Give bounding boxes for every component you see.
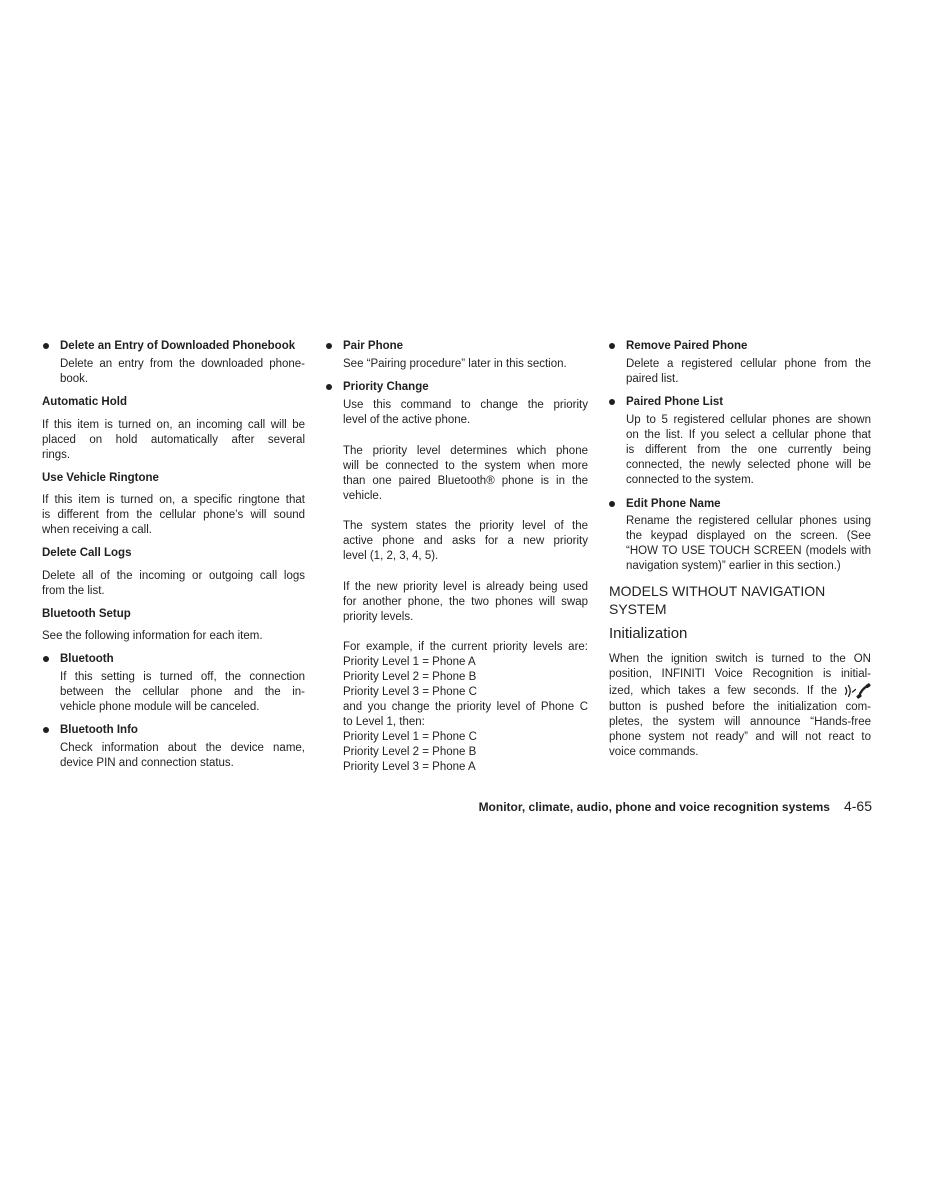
description-bluetooth <box>60 670 305 715</box>
heading-delete-call-logs <box>42 546 305 561</box>
item-title: Delete an Entry of Downloaded Phonebook <box>60 339 296 352</box>
text-line: vehicle phone module will be canceled. <box>60 700 260 713</box>
text-line: active phone and asks for a new priority <box>343 534 588 547</box>
bullet-heading-edit-phone-name <box>626 497 871 512</box>
text-line: Delete a registered cellular phone from the <box>626 357 871 370</box>
description-priority-change <box>343 398 588 428</box>
priority-list-line: Priority Level 2 = Phone B <box>343 745 477 758</box>
text-line: “HOW TO USE TOUCH SCREEN (models with <box>626 544 871 557</box>
bullet-icon <box>43 727 49 733</box>
page-number: 4-65 <box>843 798 872 814</box>
priority-list-line: Priority Level 3 = Phone A <box>343 760 476 773</box>
text-line: for another phone, the two phones will swap <box>343 595 588 608</box>
text-line: Delete all of the incoming or outgoing call logs <box>42 569 305 582</box>
text-line: priority levels. <box>343 610 414 623</box>
bullet-heading-priority-change <box>343 380 588 395</box>
text-line: For example, if the current priority levels are: <box>343 640 588 653</box>
item-title: Priority Change <box>343 380 429 393</box>
subheading-initialization <box>609 625 871 643</box>
item-title: Bluetooth Setup <box>42 607 131 620</box>
paragraph-priority-announcement <box>343 519 588 564</box>
item-title: Automatic Hold <box>42 395 127 408</box>
item-title: Bluetooth <box>60 652 114 665</box>
text-line-with-icon <box>609 682 871 700</box>
text-line: If this setting is turned off, the connection <box>60 670 305 683</box>
text-line: See “Pairing procedure” later in this section. <box>343 357 567 370</box>
item-title: Edit Phone Name <box>626 497 721 510</box>
bullet-heading-pair-phone <box>343 339 588 354</box>
item-title: Paired Phone List <box>626 395 724 408</box>
section-heading <box>609 582 871 618</box>
paragraph-priority-determination <box>343 444 588 504</box>
subheading-text: Initialization <box>609 625 688 642</box>
text-line: vehicle. <box>343 489 382 502</box>
text-line: button is pushed before the initialization com- <box>609 700 871 713</box>
text-line: is different from the one currently being <box>626 443 871 456</box>
text-line: Delete an entry from the downloaded phone- <box>60 357 305 370</box>
description-delete-entry <box>60 357 305 387</box>
text-line: Up to 5 registered cellular phones are shown <box>626 413 871 426</box>
text-line: and you change the priority level of Phone C <box>343 700 588 713</box>
text-line: navigation system)” earlier in this section.) <box>626 559 841 572</box>
text-line: connected to the system. <box>626 473 754 486</box>
text-line: Rename the registered cellular phones using <box>626 514 871 527</box>
item-title: Pair Phone <box>343 339 404 352</box>
item-title: Remove Paired Phone <box>626 339 748 352</box>
bullet-icon <box>609 501 615 507</box>
text-line: device PIN and connection status. <box>60 756 234 769</box>
text-line: If this item is turned on, a specific ringtone that <box>42 493 305 506</box>
text-line: Check information about the device name, <box>60 741 305 754</box>
text-line: connected, the newly selected phone will be <box>626 458 871 471</box>
bullet-icon <box>43 343 49 349</box>
bullet-icon <box>609 399 615 405</box>
text-line: level (1, 2, 3, 4, 5). <box>343 549 439 562</box>
text-line: rings. <box>42 448 71 461</box>
text-line: paired list. <box>626 372 679 385</box>
text-line: voice commands. <box>609 745 699 758</box>
heading-bluetooth-setup <box>42 607 305 622</box>
page-footer <box>479 798 872 814</box>
bullet-heading-bluetooth-info <box>60 723 305 738</box>
bullet-heading-paired-phone-list <box>626 395 871 410</box>
description-bluetooth-info <box>60 741 305 771</box>
text-line: will be connected to the system when more <box>343 459 588 472</box>
item-title: Bluetooth Info <box>60 723 138 736</box>
bullet-heading-bluetooth <box>60 652 305 667</box>
bullet-icon <box>326 384 332 390</box>
text-line: Use this command to change the priority <box>343 398 588 411</box>
paragraph-initialization <box>609 652 871 760</box>
priority-list-line: Priority Level 3 = Phone C <box>343 685 477 698</box>
paragraph-priority-swap <box>343 580 588 625</box>
footer-section-title: Monitor, climate, audio, phone and voice recognition systems <box>478 800 830 814</box>
priority-list-line: Priority Level 1 = Phone A <box>343 655 476 668</box>
priority-list-line: Priority Level 2 = Phone B <box>343 670 477 683</box>
text-line: The priority level determines which phone <box>343 444 588 457</box>
bullet-heading-remove-paired-phone <box>626 339 871 354</box>
heading-automatic-hold <box>42 395 305 410</box>
section-heading-line: SYSTEM <box>609 601 667 617</box>
text-line: If this item is turned on, an incoming call will be <box>42 418 305 431</box>
text-line: If the new priority level is already being used <box>343 580 588 593</box>
text-line: from the list. <box>42 584 105 597</box>
text-line: placed on hold automatically after several <box>42 433 305 446</box>
bullet-icon <box>326 343 332 349</box>
text-line: ized, which takes a few seconds. If the <box>609 684 837 697</box>
text-line: pletes, the system will announce “Hands-free <box>609 715 871 728</box>
paragraph-priority-example <box>343 640 588 775</box>
heading-use-vehicle-ringtone <box>42 471 305 486</box>
paragraph-delete-call-logs <box>42 569 305 599</box>
paragraph-automatic-hold <box>42 418 305 463</box>
text-line: The system states the priority level of the <box>343 519 588 532</box>
bullet-icon <box>43 656 49 662</box>
text-line: when receiving a call. <box>42 523 152 536</box>
text-line: book. <box>60 372 89 385</box>
priority-list-line: Priority Level 1 = Phone C <box>343 730 477 743</box>
text-line: to Level 1, then: <box>343 715 425 728</box>
text-line: position, INFINITI Voice Recognition is initial- <box>609 667 871 680</box>
item-title: Use Vehicle Ringtone <box>42 471 159 484</box>
text-line: is different from the cellular phone’s will sound <box>42 508 305 521</box>
text-line: phone system not ready” and will not react to <box>609 730 871 743</box>
text-line: on the list. If you select a cellular phone that <box>626 428 871 441</box>
text-line: the keypad displayed on the screen. (See <box>626 529 871 542</box>
description-edit-phone-name <box>626 514 871 574</box>
text-line: than one paired Bluetooth® phone is in the <box>343 474 588 487</box>
description-paired-phone-list <box>626 413 871 488</box>
text-line: See the following information for each item. <box>42 629 263 642</box>
text-line: level of the active phone. <box>343 413 471 426</box>
section-heading-line: MODELS WITHOUT NAVIGATION <box>609 583 826 599</box>
description-remove-paired-phone <box>626 357 871 387</box>
text-line: When the ignition switch is turned to the ON <box>609 652 871 665</box>
text-line: between the cellular phone and the in- <box>60 685 305 698</box>
bullet-heading-delete-entry <box>60 339 305 354</box>
item-title: Delete Call Logs <box>42 546 132 559</box>
paragraph-bluetooth-setup <box>42 629 305 644</box>
talk-phone-icon <box>843 683 871 699</box>
description-pair-phone <box>343 357 588 372</box>
bullet-icon <box>609 343 615 349</box>
paragraph-use-vehicle-ringtone <box>42 493 305 538</box>
